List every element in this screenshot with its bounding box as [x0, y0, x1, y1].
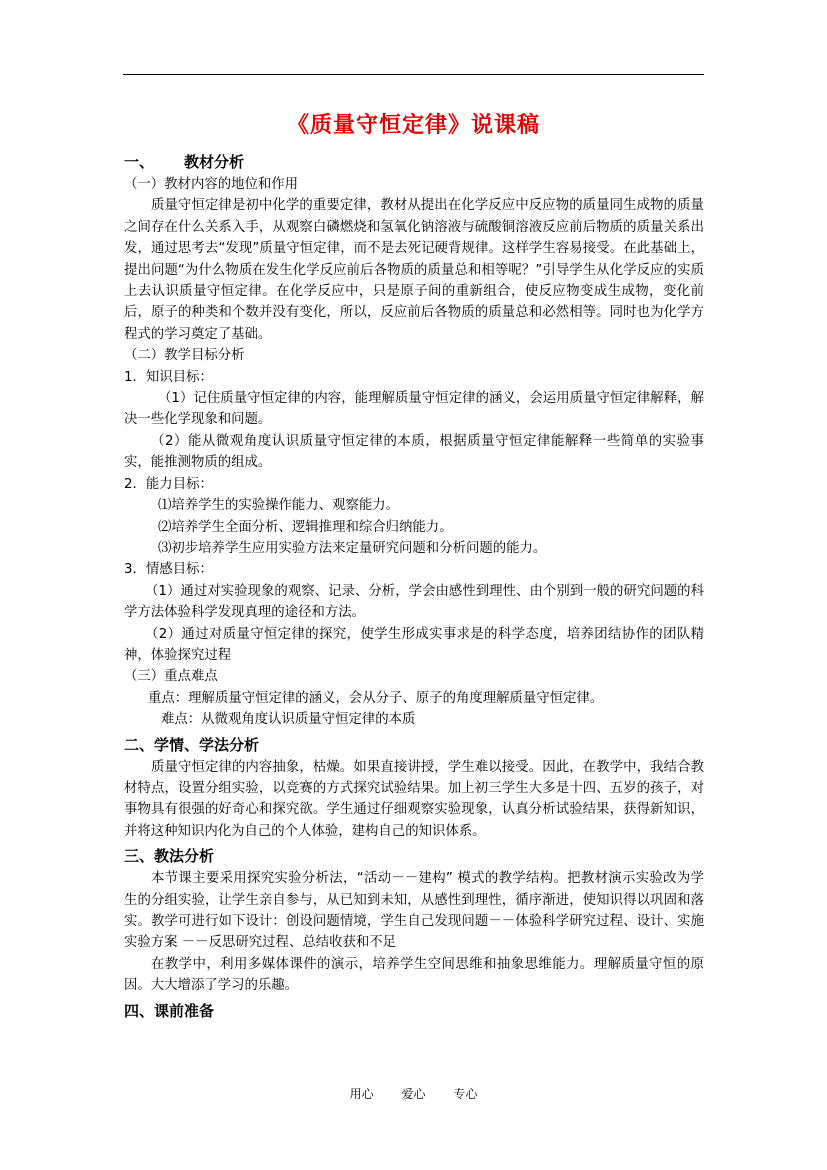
footer-text: 专心 — [453, 1087, 478, 1101]
difficult-point: 难点：从微观角度认识质量守恒定律的本质 — [161, 712, 416, 728]
paragraph: 质量守恒定律的内容抽象，枯燥。如果直接讲授，学生难以接受。因此，在教学中，我结合教材特点，设置分组实验，以竞赛的方式探究试验结果。加上初三学生大多是十四、五岁的孩子，对事物具有很强的好奇心和探究欲。学生通过仔细观察实验现象，认真分析试验结果，获得新知识，并将这种知识内化为自己的个人体验，建构自己的知识体系。 — [124, 759, 704, 839]
list-item: ⑶初步培养学生应用实验方法来定量研究问题和分析问题的能力。 — [158, 540, 547, 556]
section-heading-3: 三、教法分析 — [124, 847, 215, 866]
paragraph: 质量守恒定律是初中化学的重要定律，教材从提出在化学反应中反应物的质量同生成物的质量之间存在什么关系入手，从观察白磷燃烧和氢氧化钠溶液与硫酸铜溶液反应前后物质的质量关系出发，通过思考去“发现”质量守恒定律，而不是去死记硬背规律。这样学生容易接受。在此基础上，提出问题“为什么物质在发生化学反应前后各物质的质量总和相等呢？”引导学生从化学反应的实质上去认识质量守恒定律。在化学反应中，只是原子间的重新组合，使反应物变成生成物，变化前后，原子的种类和个数并没有变化，所以，反应前后各物质的质量总和必然相等。同时也为化学方程式的学习奠定了基础。 — [124, 198, 704, 342]
list-item: （1）记住质量守恒定律的内容，能理解质量守恒定律的涵义，会运用质量守恒定律解释，解决一些化学现象和问题。 — [124, 391, 704, 428]
section-heading-4: 四、课前准备 — [124, 1001, 215, 1020]
list-heading: 2．能力目标： — [124, 476, 213, 492]
list-item: （2）通过对质量守恒定律的探究，使学生形成实事求是的科学态度，培养团结协作的团队精神，体验探究过程 — [124, 626, 704, 663]
section-heading-2: 二、学情、学法分析 — [124, 735, 260, 754]
footer-text: 爱心 — [401, 1087, 426, 1101]
key-point: 重点：理解质量守恒定律的涵义，会从分子、原子的角度理解质量守恒定律。 — [148, 690, 604, 706]
document-title: 《质量守恒定律》说课稿 — [286, 112, 540, 138]
section-heading-1: 一、 教材分析 — [124, 153, 245, 171]
paragraph: 在教学中，利用多媒体课件的演示，培养学生空间思维和抽象思维能力。理解质量守恒的原因。大大增添了学习的乐趣。 — [124, 956, 704, 994]
list-item: ⑵培养学生全面分析、逻辑推理和综合归纳能力。 — [158, 519, 453, 535]
list-heading: 1．知识目标： — [124, 369, 213, 385]
document-body — [124, 148, 704, 1023]
list-item: （2）能从微观角度认识质量守恒定律的本质，根据质量守恒定律能解释一些简单的实验事实，能推测物质的组成。 — [124, 433, 704, 471]
subsection-heading: （二）教学目标分析 — [124, 348, 245, 364]
header-rule — [123, 74, 704, 75]
subsection-heading: （三）重点难点 — [124, 669, 218, 685]
list-item: （1）通过对实验现象的观察、记录、分析，学会由感性到理性、由个别到一般的研究问题的科学方法体验科学发现真理的途径和方法。 — [124, 583, 704, 621]
page-footer — [0, 1085, 827, 1102]
subsection-heading: （一）教材内容的地位和作用 — [124, 177, 299, 192]
list-heading: 3．情感目标： — [124, 562, 213, 578]
paragraph: 本节课主要采用探究实验分析法，“活动－－建构” 模式的教学结构。把教材演示实验改为学生的分组实验，让学生亲自参与，从已知到未知，从感性到理性，循序渐进，使知识得以巩固和落实。教学可进行如下设计：创设问题情境，学生自己发现问题－－体验科学研究过程、设计、实施实验方案 －－反思研究过程、总结收获和不足 — [124, 871, 704, 951]
footer-text: 用心 — [349, 1087, 374, 1101]
list-item: ⑴培养学生的实验操作能力、观察能力。 — [158, 498, 400, 514]
